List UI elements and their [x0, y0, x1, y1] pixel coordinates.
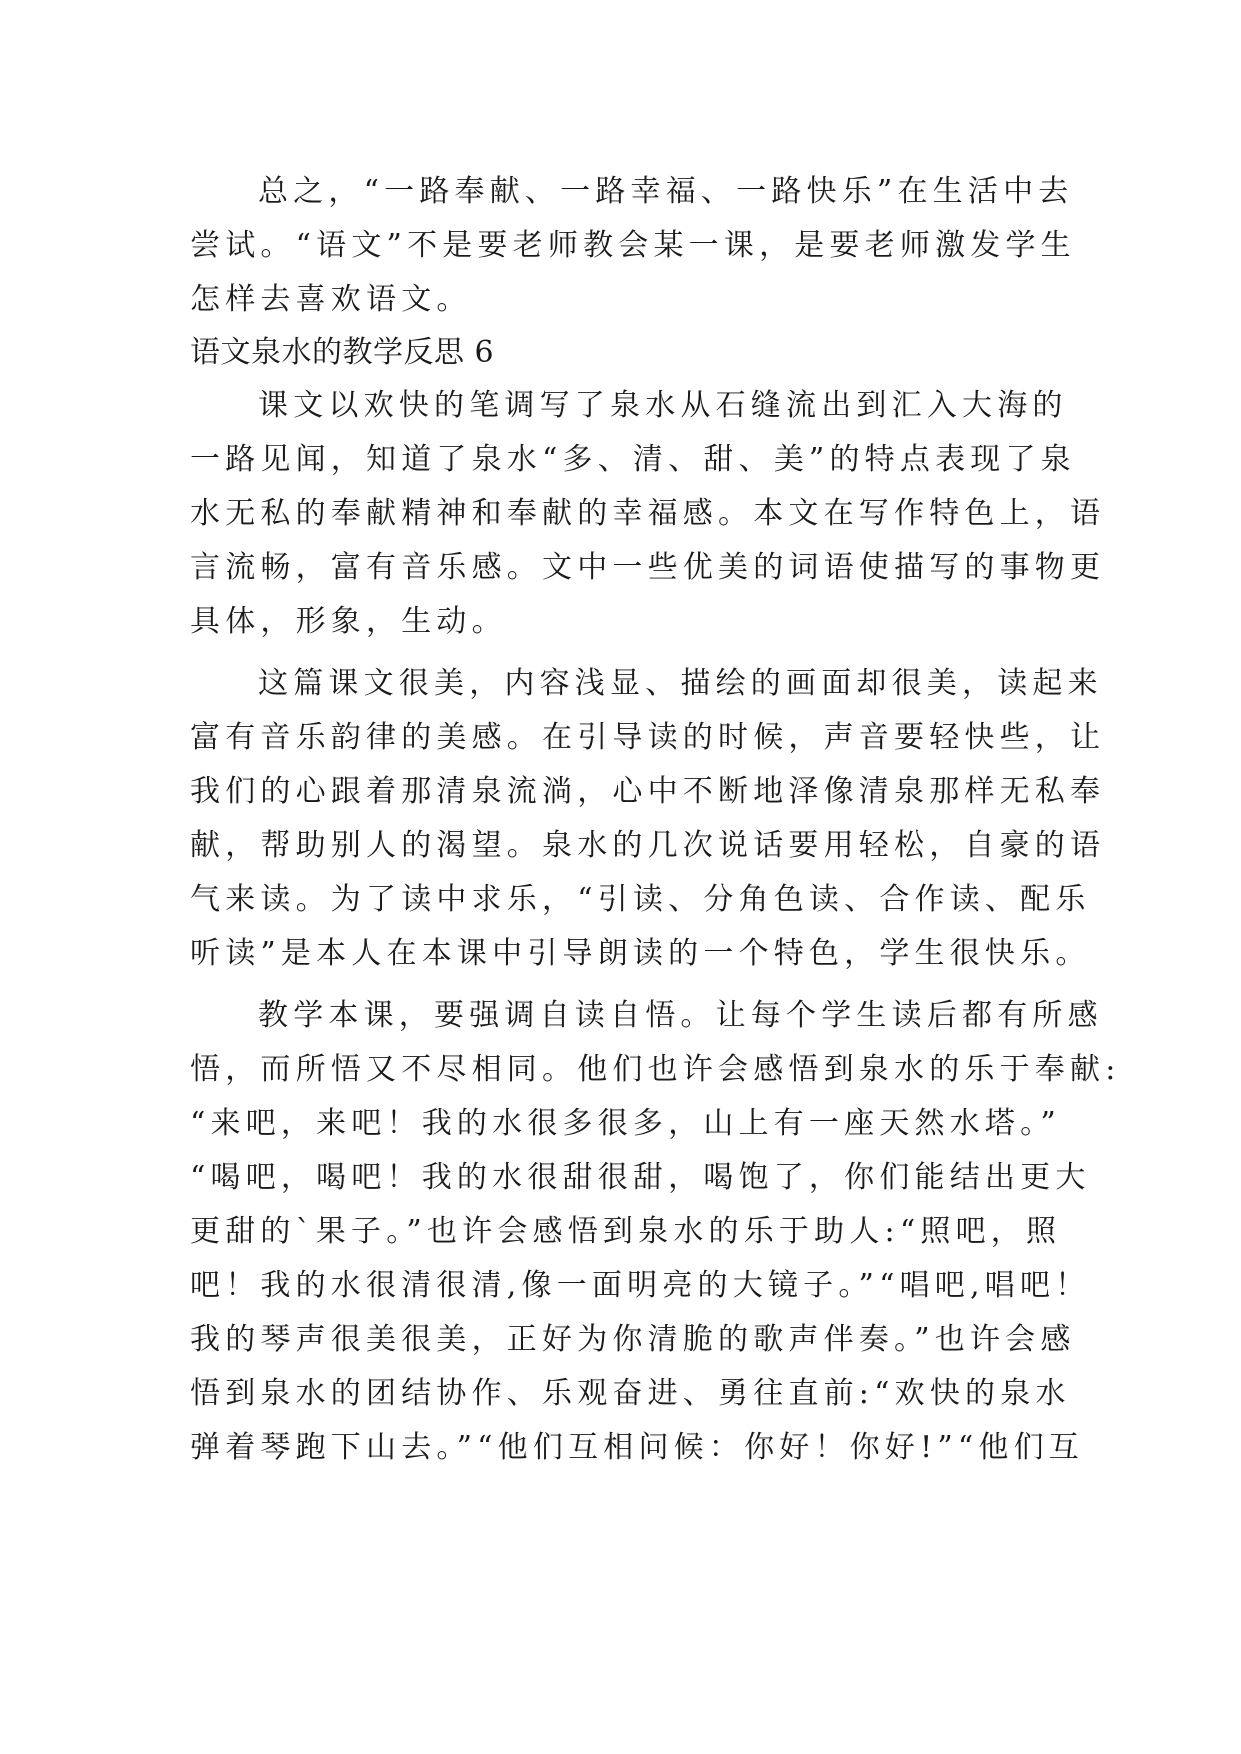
text-line: 更甜的`果子。”也许会感悟到泉水的乐于助人:“照吧，照 [190, 1214, 1062, 1249]
text-line: 献，帮助别人的渴望。泉水的几次说话要用轻松，自豪的语 [190, 828, 1106, 863]
text-line: 具体，形象，生动。 [190, 604, 507, 639]
text-line: 言流畅，富有音乐感。文中一些优美的词语使描写的事物更 [190, 550, 1106, 585]
section-heading: 语文泉水的教学反思 6 [190, 335, 495, 370]
text-line: 我们的心跟着那清泉流淌，心中不断地泽像清泉那样无私奉 [190, 774, 1106, 809]
text-line: 我的琴声很美很美，正好为你清脆的歌声伴奏。”也许会感 [190, 1322, 1076, 1357]
text-line: 怎样去喜欢语文。 [190, 282, 472, 317]
text-line: 水无私的奉献精神和奉献的幸福感。本文在写作特色上，语 [190, 496, 1106, 531]
text-line: 悟到泉水的团结协作、乐观奋进、勇往直前:“欢快的泉水 [190, 1376, 1071, 1411]
text-line: “来吧，来吧！我的水很多很多，山上有一座天然水塔。” [190, 1106, 1061, 1141]
text-line: 弹着琴跑下山去。”“他们互相问候：你好！你好!”“他们互 [190, 1430, 1085, 1465]
text-line: 尝试。“语文”不是要老师教会某一课，是要老师激发学生 [190, 228, 1076, 263]
text-line: “喝吧，喝吧！我的水很甜很甜，喝饱了，你们能结出更大 [190, 1160, 1091, 1195]
text-line: 教学本课，要强调自读自悟。让每个学生读后都有所感 [258, 998, 1103, 1033]
text-line: 这篇课文很美，内容浅显、描绘的画面却很美，读起来 [258, 666, 1103, 701]
text-line: 吧！我的水很清很清,像一面明亮的大镜子。”“唱吧,唱吧！ [190, 1268, 1091, 1303]
text-line: 一路见闻，知道了泉水“多、清、甜、美”的特点表现了泉 [190, 442, 1076, 477]
text-line: 课文以欢快的笔调写了泉水从石缝流出到汇入大海的 [258, 388, 1068, 423]
text-line: 富有音乐韵律的美感。在引导读的时候，声音要轻快些，让 [190, 720, 1106, 755]
text-line: 气来读。为了读中求乐，“引读、分角色读、合作读、配乐 [190, 882, 1091, 917]
text-line: 听读”是本人在本课中引导朗读的一个特色，学生很快乐。 [190, 936, 1091, 971]
text-line: 悟，而所悟又不尽相同。他们也许会感悟到泉水的乐于奉献: [190, 1052, 1121, 1087]
text-line: 总之，“一路奉献、一路幸福、一路快乐”在生活中去 [258, 174, 1074, 209]
